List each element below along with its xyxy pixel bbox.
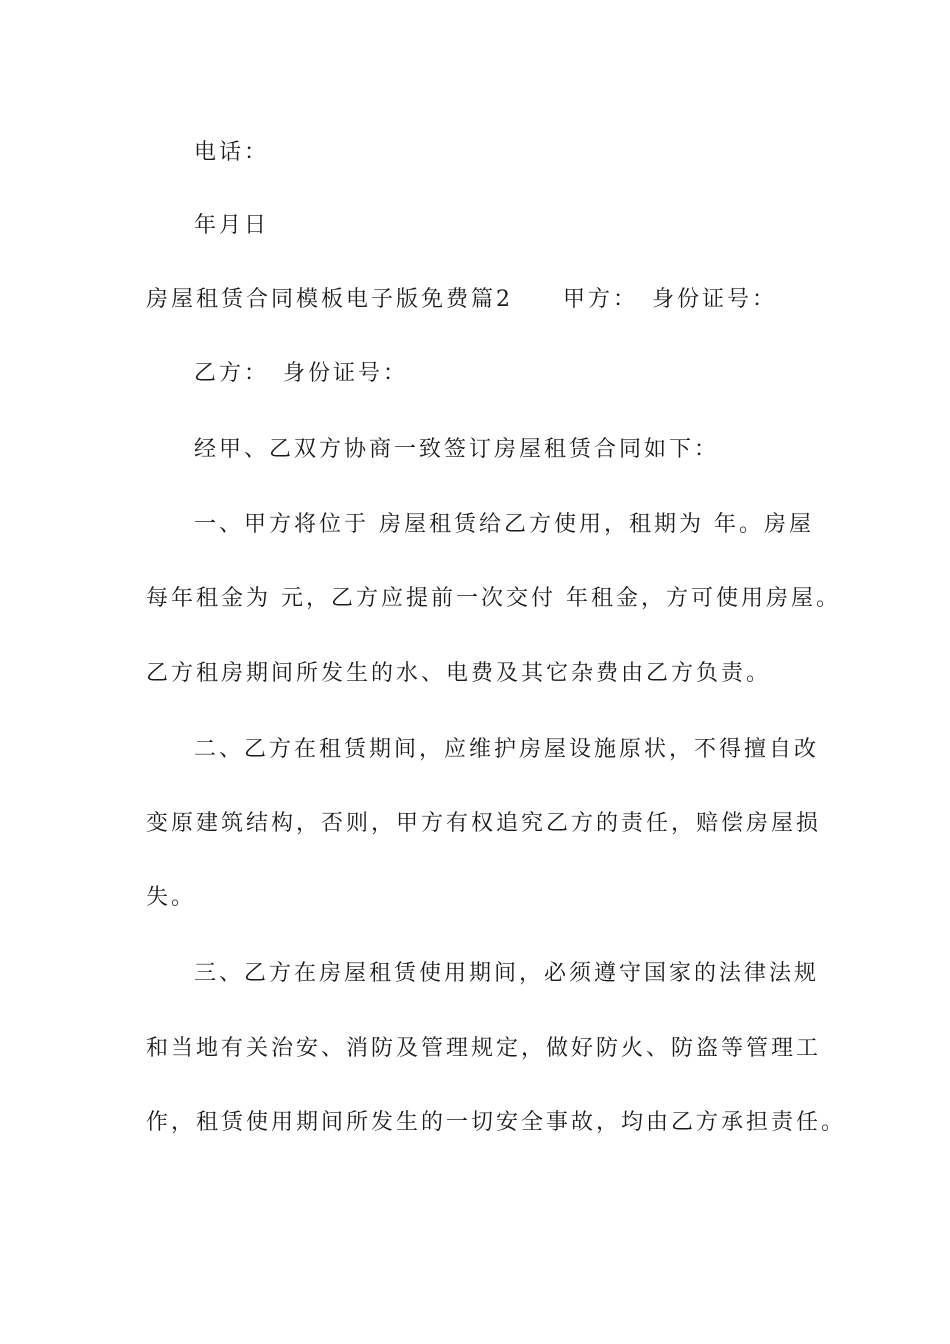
clause-3-line-2: 和当地有关治安、消防及管理规定，做好防火、防盗等管理工 [146,1036,822,1061]
clause-3-line-3: 作，租赁使用期间所发生的一切安全事故，均由乙方承担责任。 [146,1110,847,1135]
date-line: 年月日 [194,213,270,238]
clause-1-line-1: 一、甲方将位于 房屋租赁给乙方使用，租期为 年。房屋 [194,512,814,537]
clause-2-line-1: 二、乙方在租赁期间，应维护房屋设施原状，不得擅自改 [194,737,820,762]
agreement-intro: 经甲、乙双方协商一致签订房屋租赁合同如下： [194,437,720,462]
clause-1-line-2: 每年租金为 元，乙方应提前一次交付 年租金，方可使用房屋。 [146,586,841,611]
clause-3-line-1: 三、乙方在房屋租赁使用期间，必须遵守国家的法律法规 [194,961,820,986]
section-title-line [146,285,777,315]
clause-1-line-3: 乙方租房期间所发生的水、电费及其它杂费由乙方负责。 [146,661,772,686]
clause-2-line-3: 失。 [146,885,197,910]
section-title: 房屋租赁合同模板电子版免费篇2 [146,287,513,312]
phone-line: 电话： [194,140,270,165]
party-b-line: 乙方： 身份证号： [194,361,409,386]
party-a-line: 甲方： 身份证号： [563,287,778,312]
clause-2-line-2: 变原建筑结构，否则，甲方有权追究乙方的责任，赔偿房屋损 [146,811,822,836]
